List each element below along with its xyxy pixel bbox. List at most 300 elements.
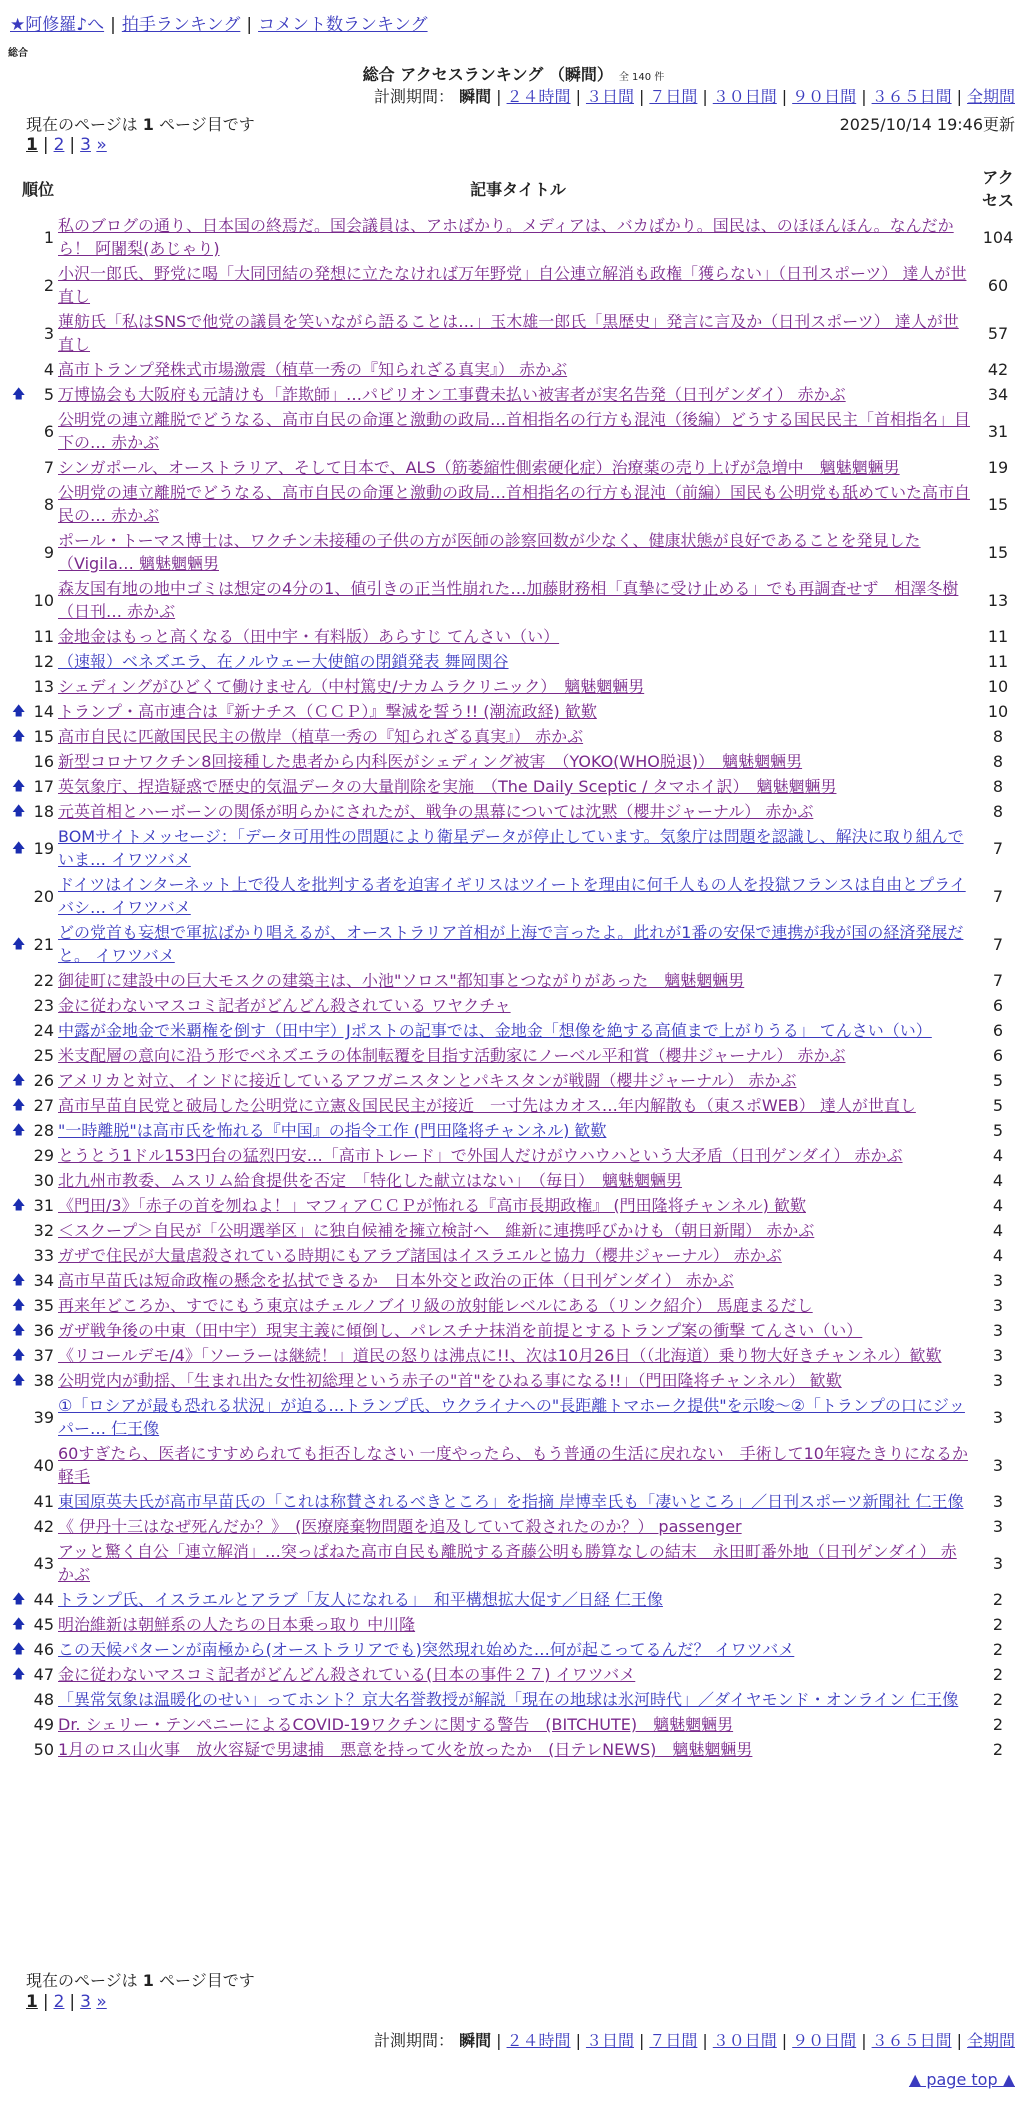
article-link[interactable]: ＜スクープ＞自民が「公明選挙区」に独自候補を擁立検討へ 維新に連携呼びかけも（朝日新聞） 赤かぶ <box>58 1221 815 1240</box>
rank-number: 3 <box>43 323 54 343</box>
access-count: 7 <box>992 971 1004 990</box>
pager-page-link[interactable]: 2 <box>53 135 65 155</box>
page-top-link[interactable]: ▲ page top ▲ <box>908 2070 1015 2089</box>
rank-up-arrow-icon: 🡅 <box>12 1592 26 1607</box>
article-link[interactable]: 私のブログの通り、日本国の終焉だ。国会議員は、アホばかり。メディアは、バカばかり。国民は、のほほんほん。なんだから！ 阿闍梨(あじゃり) <box>58 216 954 258</box>
access-count: 6 <box>992 996 1004 1015</box>
access-count: 104 <box>982 227 1014 247</box>
table-row <box>18 1168 1018 1193</box>
rank-cell <box>18 576 58 624</box>
article-link[interactable]: 1月のロス山火事 放火容疑で男逮捕 悪意を持って火を放ったか (日テレNEWS) 魑魅魍魎男 <box>58 1740 753 1759</box>
article-link[interactable]: 「異常気象は温暖化のせい」ってホント？京大名誉教授が解説「現在の地球は氷河時代」／ダイヤモンド・オンライン 仁王像 <box>58 1690 959 1709</box>
period-separator: | <box>702 87 708 106</box>
rank-number: 26 <box>33 1071 54 1090</box>
period-link[interactable]: ９０日間 <box>792 87 857 106</box>
article-link[interactable]: 森友国有地の地中ゴミは想定の4分の1、値引きの正当性崩れた…加藤財務相「真摯に受け止める」でも再調査せず 相澤冬樹（日刊… 赤かぶ <box>58 579 959 621</box>
table-row <box>18 576 1018 624</box>
access-count: 3 <box>992 1321 1004 1340</box>
page-info-suffix: ページ目です <box>153 115 255 134</box>
title-cell <box>58 1268 978 1293</box>
rank-number: 11 <box>33 627 54 646</box>
article-link[interactable]: どの党首も妄想で軍拡ばかり唱えるが、オーストラリア首相が上海で言ったよ。此れが1番の安保で連携が我が国の経済発展だと。 イワツバメ <box>58 923 964 965</box>
period-link[interactable]: ３日間 <box>585 87 634 106</box>
article-link[interactable]: 高市自民に匹敵国民民主の傲岸（植草一秀の『知られざる真実』） 赤かぶ <box>58 727 584 746</box>
period-separator: | <box>575 2031 581 2050</box>
rank-cell <box>18 624 58 649</box>
title-cell <box>58 872 978 920</box>
title-cell <box>58 1489 978 1514</box>
rank-up-arrow-icon: 🡅 <box>12 1273 26 1288</box>
rank-number: 33 <box>33 1246 54 1265</box>
table-row <box>18 1268 1018 1293</box>
rank-cell <box>18 968 58 993</box>
pager-page-link[interactable]: 3 <box>80 1992 91 2012</box>
rank-cell <box>12 1118 58 1143</box>
article-link[interactable]: 金地金はもっと高くなる（田中宇・有料版）あらすじ てんさい（い） <box>58 627 560 646</box>
rank-number: 48 <box>33 1690 54 1709</box>
article-link[interactable]: 《リコールデモ/4》「ソーラーは継続！」道民の怒りは沸点に!!、次は10月26日（（北海道）乗り物大好きチャンネル）歓歎 <box>58 1346 942 1365</box>
article-link[interactable]: 公明党の連立離脱でどうなる、高市自民の命運と激動の政局…首相指名の行方も混沌（前編）国民も公明党も舐めていた高市自民の… 赤かぶ <box>58 483 971 525</box>
table-row <box>18 455 1018 480</box>
pager-page-link[interactable]: 2 <box>53 1992 65 2012</box>
table-row <box>18 1662 1018 1687</box>
period-link[interactable]: ９０日間 <box>792 2031 857 2050</box>
rank-number: 12 <box>33 652 54 671</box>
rank-number: 25 <box>33 1046 54 1065</box>
rank-number: 24 <box>33 1021 54 1040</box>
rank-number: 30 <box>33 1171 54 1190</box>
article-link[interactable]: "一時離脱"は高市氏を怖れる『中国』の指令工作 (門田隆将チャンネル) 歓歎 <box>58 1121 607 1140</box>
period-separator: | <box>638 2031 645 2050</box>
table-row <box>18 1587 1018 1612</box>
access-count: 10 <box>987 677 1009 696</box>
rank-cell <box>12 1662 58 1687</box>
period-separator: | <box>781 87 788 106</box>
title-cell <box>58 1043 978 1068</box>
rank-number: 43 <box>33 1553 54 1573</box>
rank-cell <box>18 649 58 674</box>
page-info <box>26 112 255 135</box>
rank-number: 7 <box>43 458 54 477</box>
access-count: 13 <box>987 590 1009 610</box>
title-cell <box>58 749 978 774</box>
pager-next-link[interactable]: » <box>96 1992 107 2012</box>
access-count: 3 <box>992 1371 1004 1390</box>
rank-column-header: 順位 <box>21 179 54 199</box>
table-row <box>18 1118 1018 1143</box>
rank-up-arrow-icon: 🡅 <box>12 704 26 719</box>
rank-number: 50 <box>33 1740 54 1759</box>
access-count: 4 <box>992 1246 1004 1265</box>
article-link[interactable]: アッと驚く自公「連立解消」…突っぱねた高市自民も離脱する斉藤公明も勝算なしの結末 永田町番外地（日刊ゲンダイ） 赤かぶ <box>58 1542 957 1584</box>
title-cell <box>58 1368 978 1393</box>
title-cell <box>58 1539 978 1587</box>
table-row <box>18 649 1018 674</box>
period-link[interactable]: ３０日間 <box>712 2031 777 2050</box>
title-cell <box>58 357 978 382</box>
access-count: 7 <box>992 838 1004 858</box>
rank-number: 42 <box>33 1517 54 1536</box>
rank-cell <box>12 1587 58 1612</box>
table-row <box>18 872 1018 920</box>
period-link[interactable]: ３６５日間 <box>871 87 952 106</box>
rank-cell <box>18 1218 58 1243</box>
rank-up-arrow-icon: 🡅 <box>12 936 26 952</box>
table-row <box>18 407 1018 455</box>
rank-cell <box>12 774 58 799</box>
article-link[interactable]: 金に従わないマスコミ記者がどんどん殺されている(日本の事件２７) イワツバメ <box>58 1665 636 1684</box>
title-cell <box>58 649 978 674</box>
period-link[interactable]: ３６５日間 <box>871 2031 952 2050</box>
title-cell <box>58 309 978 357</box>
access-count: 7 <box>992 886 1004 906</box>
title-cell <box>58 774 978 799</box>
access-count: 8 <box>992 777 1004 796</box>
article-link[interactable]: 金に従わないマスコミ記者がどんどん殺されている ワヤクチャ <box>58 996 511 1015</box>
pager-current-page: 1 <box>26 135 38 155</box>
article-link[interactable]: ドイツはインターネット上で役人を批判する者を迫害イギリスはツイートを理由に何千人もの人を投獄フランスは自由とプライバシ… イワツバメ <box>58 875 966 917</box>
rank-cell <box>12 1637 58 1662</box>
rank-number: 20 <box>33 886 54 906</box>
top-nav <box>10 10 428 35</box>
table-row <box>18 1539 1018 1587</box>
rank-cell <box>18 1168 58 1193</box>
rank-up-arrow-icon: 🡅 <box>12 729 26 744</box>
table-header-row <box>18 163 1018 213</box>
rank-up-arrow-icon: 🡅 <box>12 804 26 819</box>
rank-number: 29 <box>33 1146 54 1165</box>
period-link[interactable]: ３日間 <box>585 2031 634 2050</box>
title-cell <box>58 1712 978 1737</box>
rank-number: 39 <box>33 1407 54 1427</box>
page-title <box>0 62 1027 85</box>
access-count: 3 <box>992 1455 1004 1475</box>
title-cell <box>58 1687 978 1712</box>
table-row <box>18 1737 1018 1762</box>
table-row <box>18 213 1018 261</box>
period-separator: | <box>781 2031 788 2050</box>
period-label: 計測期間： <box>374 2031 455 2050</box>
title-cell <box>58 799 978 824</box>
access-count: 19 <box>987 458 1009 477</box>
pager-current-page: 1 <box>26 1992 38 2012</box>
pager-next-link[interactable]: » <box>96 135 107 155</box>
title-cell <box>58 455 978 480</box>
table-row <box>18 1018 1018 1043</box>
rank-number: 49 <box>33 1715 54 1734</box>
access-count: 4 <box>992 1146 1004 1165</box>
period-label: 計測期間： <box>374 87 455 106</box>
title-cell <box>58 576 978 624</box>
rank-cell <box>18 674 58 699</box>
updated-timestamp: 2025/10/14 19:46更新 <box>839 115 1015 134</box>
access-column-header: アクセス <box>981 168 1014 210</box>
rank-cell <box>18 1393 58 1441</box>
table-row <box>18 1687 1018 1712</box>
access-count: 3 <box>992 1407 1004 1427</box>
rank-number: 38 <box>33 1371 54 1390</box>
period-separator: | <box>496 87 502 106</box>
article-link[interactable]: BOMサイトメッセージ：「データ可用性の問題により衛星データが停止しています。気象庁は問題を認識し、解決に取り組んでいま… イワツバメ <box>58 827 964 869</box>
article-link[interactable]: とうとう1ドル153円台の猛烈円安…「高市トレード」で外国人だけがウハウハという大矛盾（日刊ゲンダイ） 赤かぶ <box>58 1146 903 1165</box>
period-separator: | <box>496 2031 502 2050</box>
article-link[interactable]: トランプ氏、イスラエルとアラブ「友人になれる」 和平構想拡大促す／日経 仁王像 <box>58 1590 663 1609</box>
table-row <box>18 824 1018 872</box>
rank-cell <box>18 1441 58 1489</box>
table-row <box>18 382 1018 407</box>
article-link[interactable]: 元英首相とハーボーンの関係が明らかにされたが、戦争の黒幕については沈黙（櫻井ジャーナル） 赤かぶ <box>58 802 814 821</box>
table-row <box>18 1293 1018 1318</box>
article-link[interactable]: 御徒町に建設中の巨大モスクの建築主は、小池"ソロス"都知事とつながりがあった 魑魅魍魎男 <box>58 971 745 990</box>
title-cell <box>58 1612 978 1637</box>
period-link[interactable]: ２４時間 <box>506 87 571 106</box>
article-link[interactable]: Dr. シェリー・テンペニーによるCOVID-19ワクチンに関する警告 (BITCHUTE) 魑魅魍魎男 <box>58 1715 734 1734</box>
period-current: 瞬間 <box>459 2031 492 2050</box>
table-row <box>18 674 1018 699</box>
rank-up-arrow-icon: 🡅 <box>12 1198 26 1213</box>
ranking-rows <box>12 213 1018 1762</box>
article-link[interactable]: 高市早苗自民党と破局した公明党に立憲＆国民民主が接近 一寸先はカオス…年内解散も（東スポWEB） 達人が世直し <box>58 1096 916 1115</box>
period-links <box>459 87 1015 106</box>
title-cell <box>58 1318 978 1343</box>
period-selector-top <box>374 84 1015 107</box>
rank-number: 46 <box>33 1640 54 1659</box>
article-link[interactable]: 万博協会も大阪府も元請けも「詐欺師」…パビリオン工事費未払い被害者が実名告発（日刊ゲンダイ） 赤かぶ <box>58 385 846 404</box>
title-cell <box>58 993 978 1018</box>
table-row <box>18 309 1018 357</box>
access-count: 5 <box>992 1071 1004 1090</box>
rank-number: 13 <box>33 677 54 696</box>
rank-up-arrow-icon: 🡅 <box>12 779 26 794</box>
period-link[interactable]: ７日間 <box>649 2031 698 2050</box>
title-cell <box>58 382 978 407</box>
access-count: 11 <box>987 627 1009 646</box>
period-separator: | <box>861 87 867 106</box>
pager-separator: | <box>69 135 76 155</box>
article-link[interactable]: 高市早苗氏は短命政権の懸念を払拭できるか 日本外交と政治の正体（日刊ゲンダイ） 赤かぶ <box>58 1271 734 1290</box>
rank-cell <box>18 749 58 774</box>
rank-cell <box>18 993 58 1018</box>
access-count: 10 <box>987 702 1009 721</box>
article-link[interactable]: 60すぎたら、医者にすすめられても拒否しなさい 一度やったら、もう普通の生活に戻れない 手術して10年寝たきりになるか軽毛 <box>58 1444 968 1486</box>
table-row <box>18 261 1018 309</box>
article-link[interactable]: シンガポール、オーストラリア、そして日本で、ALS（筋萎縮性側索硬化症）治療薬の売り上げが急増中 魑魅魍魎男 <box>58 458 900 477</box>
rank-cell <box>12 1343 58 1368</box>
article-link[interactable]: ガザで住民が大量虐殺されている時期にもアラブ諸国はイスラエルと協力（櫻井ジャーナル） 赤かぶ <box>58 1246 782 1265</box>
rank-number: 22 <box>33 971 54 990</box>
rank-number: 35 <box>33 1296 54 1315</box>
table-row <box>18 624 1018 649</box>
rank-cell <box>18 1018 58 1043</box>
access-count: 3 <box>992 1517 1004 1536</box>
rank-cell <box>12 799 58 824</box>
access-count: 2 <box>992 1590 1004 1609</box>
rank-number: 21 <box>33 934 54 954</box>
rank-cell <box>12 382 58 407</box>
rank-cell <box>18 213 58 261</box>
access-count: 2 <box>992 1665 1004 1684</box>
table-row <box>18 480 1018 528</box>
article-link[interactable]: この天候パターンが南極から(オーストラリアでも)突然現れ始めた…何が起こってるんだ？ イワツバメ <box>58 1640 795 1659</box>
title-cell <box>58 920 978 968</box>
article-link[interactable]: 東国原英夫氏が高市早苗氏の「これは称賛されるべきところ」を指摘 岸博幸氏も「凄いところ」／日刊スポーツ新聞社 仁王像 <box>58 1492 964 1511</box>
article-link[interactable]: 英気象庁、捏造疑惑で歴史的気温データの大量削除を実施 （The Daily Sceptic / タマホイ訳） 魑魅魍魎男 <box>58 777 837 796</box>
rank-number: 1 <box>43 227 54 247</box>
table-row <box>18 1093 1018 1118</box>
ranking-title: 総合 アクセスランキング （瞬間） <box>362 65 613 84</box>
table-row <box>18 1318 1018 1343</box>
rank-number: 28 <box>33 1121 54 1140</box>
period-separator: | <box>956 87 962 106</box>
nav-separator: | <box>246 15 253 35</box>
table-row <box>18 357 1018 382</box>
rank-up-arrow-icon: 🡅 <box>12 1073 26 1088</box>
table-row <box>18 1489 1018 1514</box>
access-count: 42 <box>987 360 1009 379</box>
article-link[interactable]: シェディングがひどくて働けません（中村篤史/ナカムラクリニック） 魑魅魍魎男 <box>58 677 645 696</box>
period-link[interactable]: ３０日間 <box>712 87 777 106</box>
article-link[interactable]: ①「ロシアが最も恐れる状況」が迫る…トランプ氏、ウクライナへの"長距離トマホーク提供"を示唆～②「トランプの口にジッパー… 仁王像 <box>58 1396 965 1438</box>
title-cell <box>58 1637 978 1662</box>
period-link[interactable]: 全期間 <box>966 87 1015 106</box>
rank-number: 10 <box>33 590 54 610</box>
clap-ranking-link[interactable]: 拍手ランキング <box>121 15 241 35</box>
article-link[interactable]: 中露が金地金で米覇権を倒す（田中宇）Jポストの記事では、金地金「想像を絶する高値まで上がりうる」 てんさい（い） <box>58 1021 932 1040</box>
rank-cell <box>18 1737 58 1762</box>
title-cell <box>58 1118 978 1143</box>
title-cell <box>58 1068 978 1093</box>
period-link[interactable]: 全期間 <box>966 2031 1015 2050</box>
title-cell <box>58 213 978 261</box>
article-link[interactable]: 公明党の連立離脱でどうなる、高市自民の命運と激動の政局…首相指名の行方も混沌（後編）どうする国民民主「首相指名」目下の… 赤かぶ <box>58 410 971 452</box>
rank-cell <box>12 1193 58 1218</box>
article-link[interactable]: 高市トランプ発株式市場激震（植草一秀の『知られざる真実』） 赤かぶ <box>58 360 568 379</box>
title-cell <box>58 1193 978 1218</box>
access-count: 3 <box>992 1296 1004 1315</box>
title-cell <box>58 1662 978 1687</box>
rank-cell <box>18 872 58 920</box>
access-count: 6 <box>992 1021 1004 1040</box>
title-cell <box>58 1441 978 1489</box>
rank-cell <box>18 1514 58 1539</box>
rank-up-arrow-icon: 🡅 <box>12 1098 26 1113</box>
rank-number: 8 <box>43 494 54 514</box>
rank-cell <box>18 528 58 576</box>
table-row <box>18 1068 1018 1093</box>
title-cell <box>58 1514 978 1539</box>
article-link[interactable]: 米支配層の意向に沿う形でベネズエラの体制転覆を目指す活動家にノーベル平和賞（櫻井ジャーナル） 赤かぶ <box>58 1046 846 1065</box>
rank-up-arrow-icon: 🡅 <box>12 1667 26 1682</box>
title-cell <box>58 1587 978 1612</box>
article-link[interactable]: ポール・トーマス博士は、ワクチン未接種の子供の方が医師の診察回数が少なく、健康状態が良好であることを発見した（Vigila… 魑魅魍魎男 <box>58 531 921 573</box>
title-column-header: 記事タイトル <box>470 179 566 199</box>
article-link[interactable]: 公明党内が動揺、「生まれ出た女性初総理という赤子の"首"をひねる事になる!!」（門田隆将チャンネル） 歓歎 <box>58 1371 842 1390</box>
title-cell <box>58 1393 978 1441</box>
period-current: 瞬間 <box>459 87 492 106</box>
rank-cell <box>12 1318 58 1343</box>
rank-up-arrow-icon: 🡅 <box>12 1642 26 1657</box>
article-link[interactable]: 《門田/3》「赤子の首を刎ねよ！」マフィアＣＣＰが怖れる『高市長期政権』 (門田隆将チャンネル) 歓歎 <box>58 1196 806 1215</box>
access-count: 15 <box>987 494 1009 514</box>
title-cell <box>58 407 978 455</box>
period-link[interactable]: ２４時間 <box>506 2031 571 2050</box>
rank-cell <box>18 1043 58 1068</box>
rank-number: 6 <box>43 421 54 441</box>
rank-number: 47 <box>33 1665 54 1684</box>
category-label: 総合 <box>8 48 28 59</box>
pager-page-link[interactable]: 3 <box>80 135 91 155</box>
rank-cell <box>12 1068 58 1093</box>
access-count: 15 <box>987 542 1009 562</box>
pager-separator: | <box>42 135 49 155</box>
rank-number: 14 <box>33 702 54 721</box>
rank-up-arrow-icon: 🡅 <box>12 1617 26 1632</box>
rank-cell <box>18 1143 58 1168</box>
access-count: 2 <box>992 1715 1004 1734</box>
article-link[interactable]: 小沢一郎氏、野党に喝「大同団結の発想に立たなければ万年野党」自公連立解消も政権「獲らない」（日刊スポーツ） 達人が世直し <box>58 264 967 306</box>
title-cell <box>58 1293 978 1318</box>
rank-cell <box>18 309 58 357</box>
home-link[interactable]: ★阿修羅♪へ <box>10 15 105 35</box>
article-link[interactable]: 明治維新は朝鮮系の人たちの日本乗っ取り 中川隆 <box>58 1615 416 1634</box>
period-separator: | <box>956 2031 962 2050</box>
rank-number: 2 <box>43 275 54 295</box>
article-link[interactable]: 《 伊丹十三はなぜ死んだか？》 (医療廃棄物問題を追及していて殺されたのか？） passenger <box>58 1517 742 1536</box>
rank-cell <box>12 824 58 872</box>
access-count: 5 <box>992 1121 1004 1140</box>
article-link[interactable]: ガザ戦争後の中東（田中宇）現実主義に傾倒し、パレスチナ抹消を前提とするトランプ案の衝撃 てんさい（い） <box>58 1321 863 1340</box>
article-link[interactable]: 再来年どころか、すでにもう東京はチェルノブイリ級の放射能レベルにある（リンク紹介） 馬鹿まるだし <box>58 1296 813 1315</box>
rank-cell <box>12 1293 58 1318</box>
title-cell <box>58 1343 978 1368</box>
rank-number: 37 <box>33 1346 54 1365</box>
article-link[interactable]: 新型コロナワクチン8回接種した患者から内科医がシェディング被害 （YOKO(WHO脱退)） 魑魅魍魎男 <box>58 752 803 771</box>
access-count: 4 <box>992 1171 1004 1190</box>
period-link[interactable]: ７日間 <box>649 87 698 106</box>
page-info-bottom <box>26 1968 255 1991</box>
article-link[interactable]: 蓮舫氏「私はSNSで他党の議員を笑いながら語ることは…」玉木雄一郎氏「黒歴史」発言に言及か（日刊スポーツ） 達人が世直し <box>58 312 959 354</box>
article-link[interactable]: （速報）ベネズエラ、在ノルウェー大使館の閉鎖発表 舞岡関谷 <box>58 652 509 671</box>
title-cell <box>58 824 978 872</box>
rank-cell <box>12 1368 58 1393</box>
article-link[interactable]: 北九州市教委、ムスリム給食提供を否定 「特化した献立はない」 （毎日） 魑魅魍魎男 <box>58 1171 683 1190</box>
nav-separator: | <box>110 15 116 35</box>
article-link[interactable]: トランプ・高市連合は『新ナチス（ＣＣＰ）』撃滅を誓う!! (潮流政経) 歓歎 <box>58 702 597 721</box>
access-count: 6 <box>992 1046 1004 1065</box>
page-info-suffix: ページ目です <box>153 1971 255 1990</box>
article-link[interactable]: アメリカと対立、インドに接近しているアフガニスタンとパキスタンが戦闘（櫻井ジャーナル） 赤かぶ <box>58 1071 797 1090</box>
rank-up-arrow-icon: 🡅 <box>12 1348 26 1363</box>
comment-ranking-link[interactable]: コメント数ランキング <box>258 15 428 35</box>
rank-cell <box>12 1612 58 1637</box>
rank-cell <box>12 724 58 749</box>
title-cell <box>58 1243 978 1268</box>
table-row <box>18 1514 1018 1539</box>
rank-number: 44 <box>33 1590 54 1609</box>
rank-number: 17 <box>33 777 54 796</box>
pager-separator: | <box>69 1992 76 2012</box>
table-row <box>18 1243 1018 1268</box>
table-row <box>18 799 1018 824</box>
period-selector-bottom <box>374 2028 1015 2051</box>
title-cell <box>58 1018 978 1043</box>
rank-cell <box>12 1093 58 1118</box>
table-row <box>18 1218 1018 1243</box>
rank-cell <box>18 261 58 309</box>
rank-up-arrow-icon: 🡅 <box>12 840 26 856</box>
period-separator: | <box>638 87 645 106</box>
table-row <box>18 1193 1018 1218</box>
